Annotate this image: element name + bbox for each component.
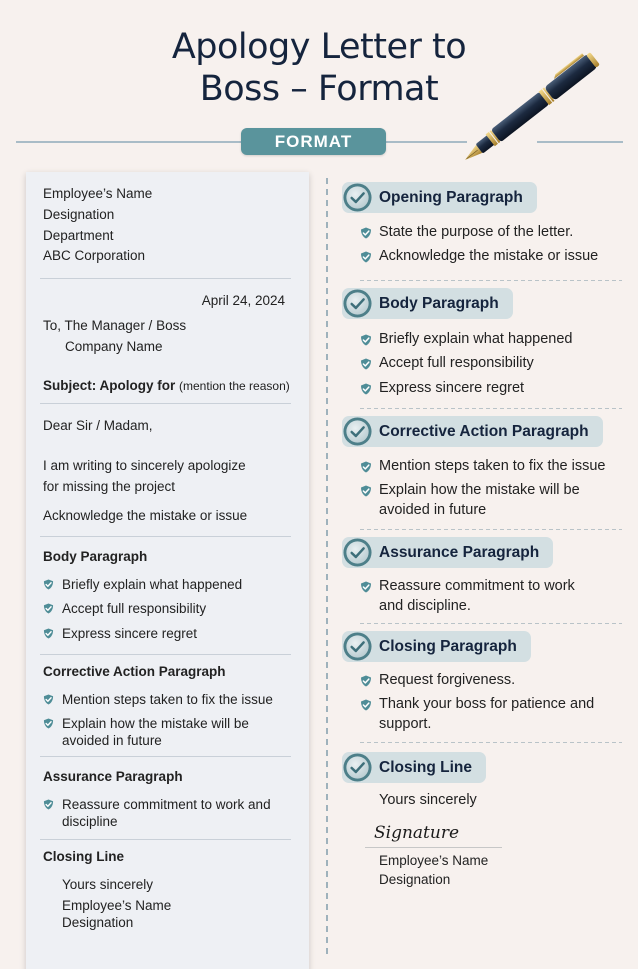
- title-line-1: Apology Letter to: [171, 27, 467, 67]
- check-shield-icon: [360, 251, 372, 263]
- section-header-closing-line: Closing Line: [342, 752, 486, 783]
- check-circle-icon: [342, 631, 373, 662]
- check-shield-icon: [360, 383, 372, 395]
- section-header-body: Body Paragraph: [342, 288, 513, 319]
- divider: [40, 403, 291, 404]
- check-circle-icon: [342, 752, 373, 783]
- list-item: Thank your boss for patience and support.: [360, 694, 618, 734]
- check-shield-icon: [360, 461, 372, 473]
- check-shield-icon: [360, 699, 372, 711]
- check-shield-icon: [360, 358, 372, 370]
- list-item: Request forgiveness.: [360, 670, 620, 690]
- section-header-opening: Opening Paragraph: [342, 182, 537, 213]
- assurance-heading: Assurance Paragraph: [43, 769, 183, 784]
- header-rule-left: [16, 141, 242, 143]
- list-item: Accept full responsibility: [360, 353, 620, 373]
- divider: [40, 536, 291, 537]
- body-paragraph-heading: Body Paragraph: [43, 549, 148, 564]
- section-divider: [360, 742, 622, 743]
- column-divider: [326, 178, 328, 958]
- format-badge: FORMAT: [241, 128, 386, 155]
- closing-name: Employee’s Name: [379, 853, 489, 868]
- section-divider: [360, 623, 622, 624]
- list-item: Reassure commitment to work and discipline: [43, 796, 287, 830]
- list-item: State the purpose of the letter.: [360, 222, 620, 242]
- subject-note: (mention the reason): [179, 379, 290, 393]
- list-item: Briefly explain what happened: [360, 329, 620, 349]
- divider: [40, 756, 291, 757]
- list-item: Briefly explain what happened: [43, 576, 291, 593]
- recipient-line-1: To, The Manager / Boss: [43, 318, 187, 333]
- opening-line-2: for missing the project: [43, 479, 176, 494]
- check-shield-icon: [43, 718, 54, 729]
- corrective-action-heading: Corrective Action Paragraph: [43, 664, 226, 679]
- subject-label: Subject: Apology for: [43, 378, 176, 393]
- check-shield-icon: [43, 628, 54, 639]
- letter-date: April 24, 2024: [201, 293, 285, 308]
- check-shield-icon: [360, 334, 372, 346]
- recipient-line-2: Company Name: [65, 339, 163, 354]
- sender-department: Department: [43, 228, 114, 243]
- check-circle-icon: [342, 182, 373, 213]
- fountain-pen-icon: [455, 40, 635, 170]
- letter-sample-card: [26, 172, 309, 969]
- section-header-closing-paragraph: Closing Paragraph: [342, 631, 531, 662]
- sender-company: ABC Corporation: [43, 248, 146, 263]
- svg-text:Signature: Signature: [374, 823, 460, 843]
- list-item: Explain how the mistake will be avoided in future: [43, 715, 279, 749]
- section-divider: [360, 408, 622, 409]
- list-item: Acknowledge the mistake or issue: [360, 246, 620, 266]
- closing-line-heading: Closing Line: [43, 849, 124, 864]
- check-shield-icon: [360, 485, 372, 497]
- list-item: Reassure commitment to work and discipline.: [360, 576, 592, 616]
- sender-name: Employee’s Name: [43, 186, 153, 201]
- title-line-2: Boss – Format: [199, 69, 439, 109]
- closing-name: Employee’s Name: [62, 898, 172, 913]
- divider: [40, 654, 291, 655]
- signature-icon: [372, 816, 472, 848]
- list-item: Accept full responsibility: [43, 600, 291, 617]
- check-circle-icon: [342, 537, 373, 568]
- salutation: Dear Sir / Madam,: [43, 418, 153, 433]
- subject-line: [43, 378, 291, 393]
- check-shield-icon: [43, 694, 54, 705]
- check-shield-icon: [43, 799, 54, 810]
- list-item: Mention steps taken to fix the issue: [43, 691, 291, 708]
- list-item: Explain how the mistake will be avoided in future: [360, 480, 600, 520]
- check-shield-icon: [43, 603, 54, 614]
- list-item: Express sincere regret: [360, 378, 620, 398]
- check-shield-icon: [43, 579, 54, 590]
- list-item: Express sincere regret: [43, 625, 291, 642]
- section-header-corrective-action: Corrective Action Paragraph: [342, 416, 603, 447]
- check-circle-icon: [342, 288, 373, 319]
- check-circle-icon: [342, 416, 373, 447]
- sender-designation: Designation: [43, 207, 115, 222]
- closing-designation: Designation: [62, 915, 134, 930]
- check-shield-icon: [360, 675, 372, 687]
- closing-valediction: Yours sincerely: [62, 877, 154, 892]
- closing-valediction: Yours sincerely: [379, 792, 477, 808]
- opening-line-3: Acknowledge the mistake or issue: [43, 508, 248, 523]
- section-header-assurance: Assurance Paragraph: [342, 537, 553, 568]
- signature-line: [365, 847, 502, 848]
- check-shield-icon: [360, 227, 372, 239]
- check-shield-icon: [360, 581, 372, 593]
- section-divider: [360, 280, 622, 281]
- divider: [40, 839, 291, 840]
- closing-designation: Designation: [379, 872, 451, 887]
- section-divider: [360, 529, 622, 530]
- opening-line-1: I am writing to sincerely apologize: [43, 458, 246, 473]
- list-item: Mention steps taken to fix the issue: [360, 456, 620, 476]
- divider: [40, 278, 291, 279]
